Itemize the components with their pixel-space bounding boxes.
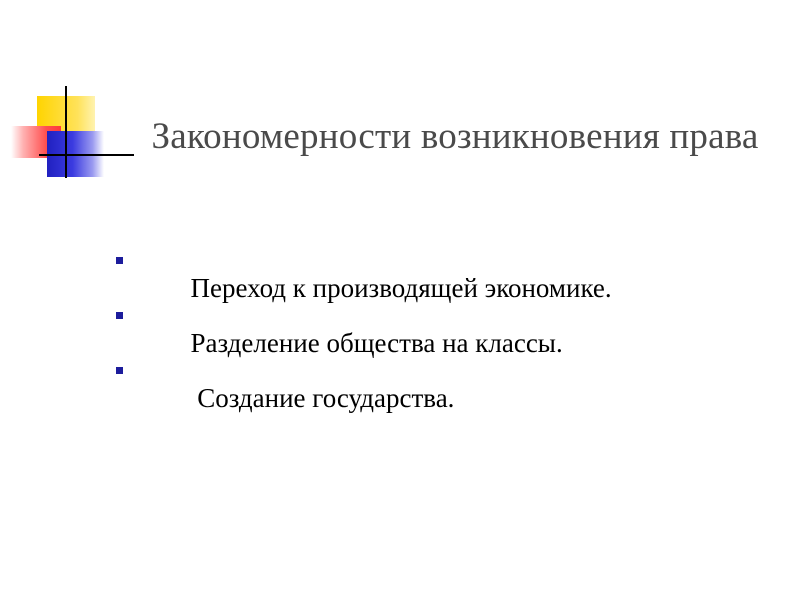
bullet-text: Переход к производящей экономике. (190, 273, 612, 303)
bullet-item (116, 242, 612, 303)
slide-title: Закономерности возникновения права (151, 116, 759, 157)
bullet-marker (116, 312, 123, 319)
bullet-marker (116, 367, 123, 374)
vertical-line (65, 86, 67, 178)
bullet-text: Создание государства. (190, 383, 455, 413)
bullet-item (116, 352, 612, 413)
bullet-item (116, 297, 612, 358)
bullet-text: Разделение общества на классы. (190, 328, 563, 358)
decorative-logo (0, 0, 130, 190)
bullet-marker (116, 257, 123, 264)
horizontal-line (39, 154, 134, 156)
bullet-list (116, 242, 612, 413)
